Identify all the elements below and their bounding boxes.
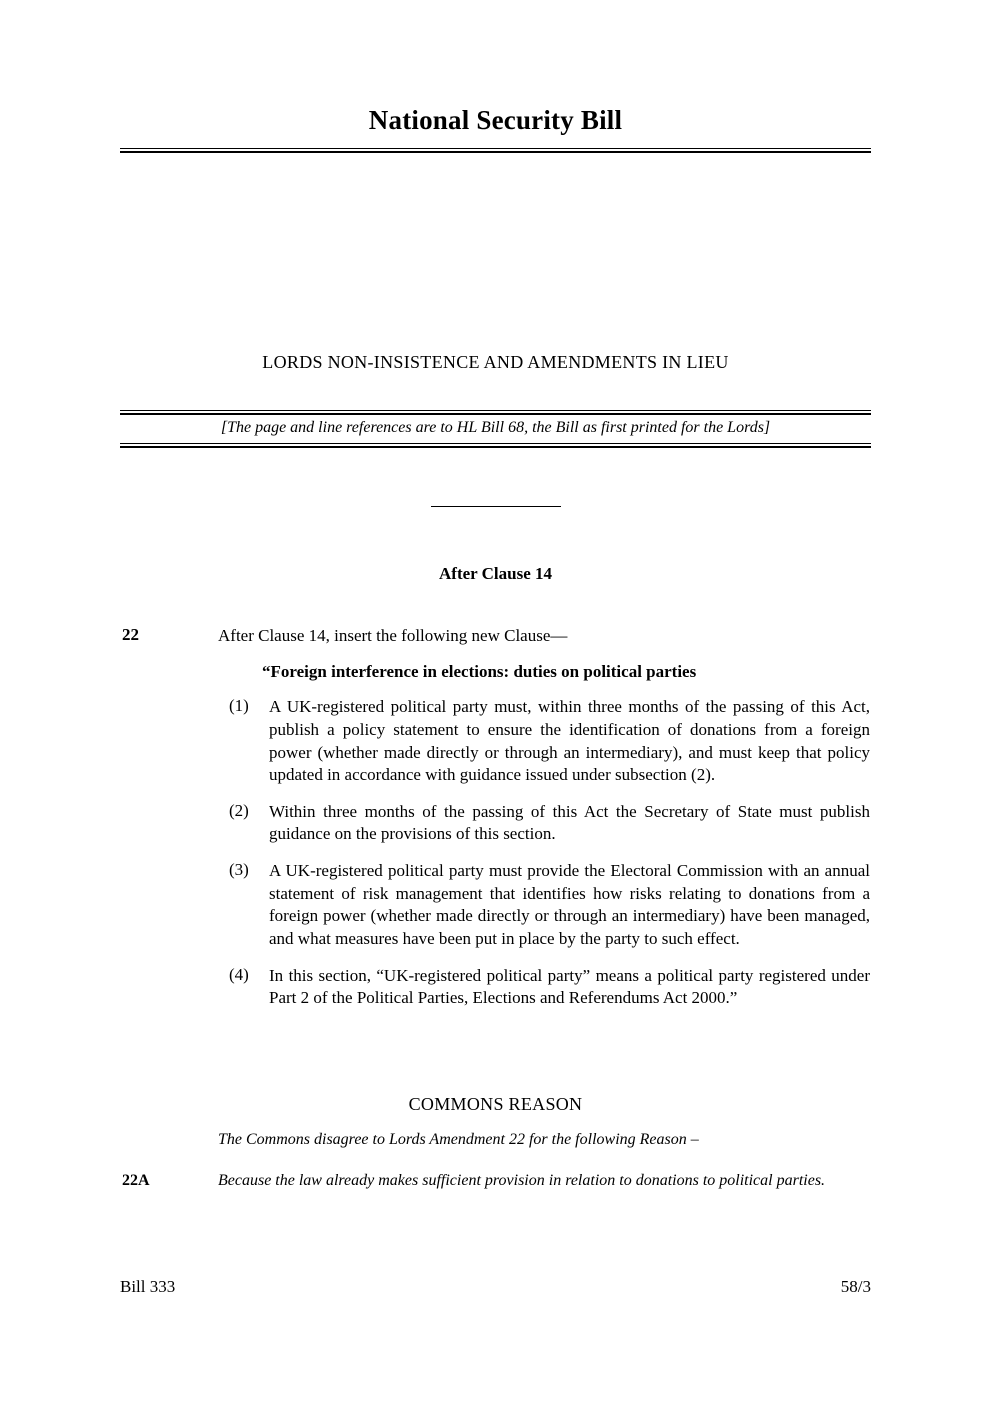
new-clause-title: “Foreign interference in elections: duties on political parties [262, 662, 697, 681]
subsection-number: (1) [229, 696, 249, 716]
section-heading: LORDS NON-INSISTENCE AND AMENDMENTS IN LIEU [262, 352, 729, 372]
subsection-item [229, 801, 870, 846]
note-divider-top [120, 410, 871, 415]
note-divider-bottom [120, 443, 871, 448]
commons-reason-lead-in: The Commons disagree to Lords Amendment 22 for the following Reason – [218, 1131, 699, 1148]
amendment-lead-line [122, 625, 870, 649]
divider-thick-line [120, 413, 871, 415]
page-reference: 58/3 [840, 1277, 871, 1296]
subsection-number: (4) [229, 964, 249, 984]
commons-reason-block [122, 1172, 870, 1191]
amendment-lead-text: After Clause 14, insert the following new Clause— [218, 626, 568, 645]
subsection-number: (3) [229, 860, 249, 880]
commons-reason-heading: COMMONS REASON [408, 1094, 583, 1114]
page-footer [120, 1277, 871, 1297]
amendment-block [122, 625, 870, 1024]
subsection-text: A UK-registered political party must, within three months of the passing of this Act, publish a policy statement to ensure the identification of donations from a foreign power (whether made directly or through an intermediary), and must keep that policy updated in accordance with guidance issued under subsection (2). [269, 697, 870, 785]
commons-reason-number: 22A [122, 1172, 150, 1189]
divider-thick-line [120, 151, 871, 153]
reference-note: [The page and line references are to HL Bill 68, the Bill as first printed for the Lords] [220, 419, 771, 436]
short-centred-rule [431, 506, 561, 507]
divider-thick-line [120, 446, 871, 448]
subsection-number: (2) [229, 800, 249, 820]
title-divider [120, 148, 871, 153]
subsection-text: Within three months of the passing of this Act the Secretary of State must publish guidance on the provisions of this section. [269, 801, 870, 844]
subsection-item [229, 860, 870, 950]
subsection-text: A UK-registered political party must provide the Electoral Commission with an annual statement of risk management that identifies how risks relating to donations from a foreign power (whether made directly or through an intermediary) have been managed, and what measures have been put in place by the party to such effect. [269, 861, 870, 948]
amendment-number: 22 [122, 625, 139, 644]
document-title: National Security Bill [368, 105, 623, 135]
subsection-list [122, 696, 870, 1009]
commons-reason-text: Because the law already makes sufficient provision in relation to donations to political parties. [218, 1172, 826, 1189]
bill-number: Bill 333 [120, 1277, 176, 1296]
subsection-text: In this section, “UK-registered political party” means a political party registered under Part 2 of the Political Parties, Elections and Referendums Act 2000.” [269, 965, 870, 1008]
subsection-item [229, 965, 870, 1010]
subsection-item [229, 696, 870, 786]
clause-heading: After Clause 14 [439, 564, 552, 583]
